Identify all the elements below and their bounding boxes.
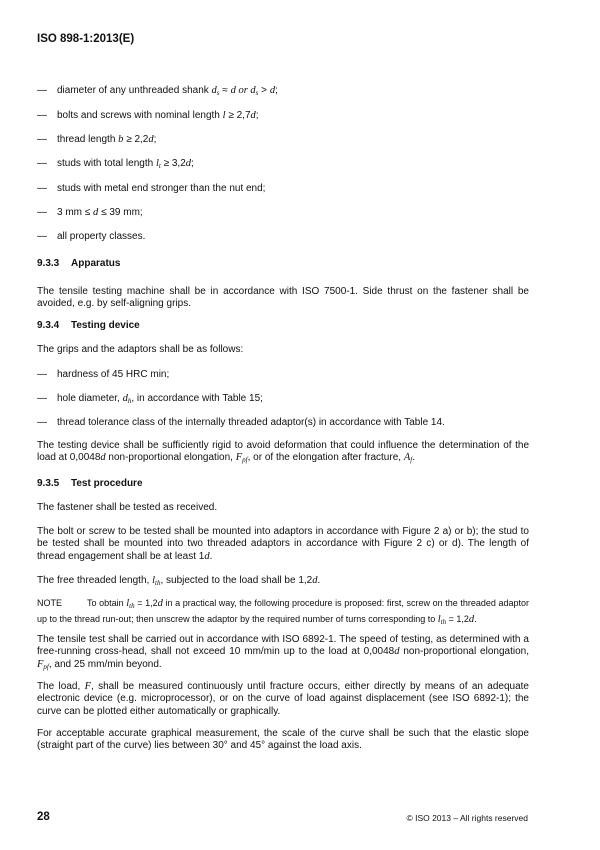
math-symbol: d bbox=[250, 110, 256, 121]
text-run: ≥ 2,7 bbox=[225, 110, 251, 121]
text-run: , in accordance with Table 15; bbox=[131, 393, 263, 404]
text-run: = 1,2 bbox=[134, 598, 158, 608]
text-run: ≥ 2,2 bbox=[123, 134, 149, 145]
math-symbol: d bbox=[100, 452, 106, 464]
text-run: non-proportional elongation, bbox=[105, 452, 236, 464]
text-run: in a practical way, the following procedure is proposed: first, screw on the threaded adaptor up to the thread run-out; then unscrew the adaptor by the required number of turns corresponding to bbox=[37, 598, 529, 624]
text-run: The tensile test shall be carried out in accordance with ISO 6892-1. The speed of testing, as determined with a free-running cross-head, shall not exceed 10 mm/min up to the load at 0,0048 bbox=[37, 634, 529, 658]
text-run: . bbox=[209, 550, 213, 562]
dash: — bbox=[37, 393, 47, 404]
text-run: ≈ bbox=[219, 85, 231, 96]
list-item-text bbox=[57, 393, 527, 407]
dash: — bbox=[37, 85, 47, 96]
paragraph bbox=[37, 575, 529, 589]
subscript: s bbox=[216, 89, 220, 97]
text-run: non-proportional elongation, bbox=[399, 646, 529, 658]
dash: — bbox=[37, 207, 47, 218]
math-symbol: d bbox=[269, 85, 276, 96]
text-run: , and 25 mm/min beyond. bbox=[48, 658, 162, 670]
text-run: > bbox=[258, 85, 270, 96]
text-run: . bbox=[317, 575, 321, 586]
text-run: thread length bbox=[57, 134, 119, 145]
paragraph bbox=[37, 502, 529, 514]
text-run: ≤ 39 mm; bbox=[98, 207, 143, 218]
text-run: ; bbox=[275, 85, 278, 96]
copyright: © ISO 2013 – All rights reserved bbox=[406, 813, 528, 823]
subscript: t bbox=[158, 162, 161, 170]
math-symbol: F bbox=[37, 658, 44, 670]
list-item-text bbox=[57, 158, 527, 172]
math-symbol: b bbox=[118, 134, 124, 145]
text-run: To obtain bbox=[87, 598, 127, 608]
section-title: Apparatus bbox=[71, 258, 121, 269]
document-header: ISO 898-1:2013(E) bbox=[37, 33, 135, 45]
text-run: hardness of 45 HRC min; bbox=[57, 369, 170, 380]
section-title: Test procedure bbox=[71, 478, 143, 489]
text-run: , subjected to the load shall be 1,2 bbox=[160, 575, 313, 586]
text-run: ; bbox=[153, 134, 157, 145]
list-item-text bbox=[57, 207, 527, 219]
section-heading-9-3-5 bbox=[37, 478, 529, 490]
note-text bbox=[37, 598, 529, 624]
text-run: , or of the elongation after fracture, bbox=[247, 452, 404, 464]
subscript: th bbox=[129, 602, 135, 610]
list-item-text bbox=[57, 85, 527, 99]
math-symbol: d bbox=[468, 613, 475, 625]
math-symbol: l bbox=[222, 110, 226, 121]
subscript: th bbox=[155, 579, 161, 587]
text-run: The load, bbox=[37, 681, 85, 692]
text-run: . bbox=[474, 613, 477, 624]
subscript: pf bbox=[43, 662, 49, 671]
dash: — bbox=[37, 417, 47, 428]
paragraph bbox=[37, 681, 529, 718]
subscript: th bbox=[440, 617, 447, 626]
math-symbol: d bbox=[93, 207, 99, 218]
page-number: 28 bbox=[37, 811, 50, 823]
text-run: ; bbox=[255, 110, 259, 121]
math-symbol: d or d bbox=[230, 85, 256, 96]
text-run: = 1,2 bbox=[446, 613, 469, 624]
list-item-text bbox=[57, 183, 527, 195]
section-number: 9.3.4 bbox=[37, 320, 60, 331]
paragraph bbox=[37, 526, 529, 563]
math-symbol: l bbox=[152, 575, 155, 586]
text-run: . bbox=[412, 452, 415, 464]
dash: — bbox=[37, 134, 47, 145]
list-item-text bbox=[57, 369, 527, 381]
dash: — bbox=[37, 231, 47, 242]
math-symbol: l bbox=[437, 613, 441, 625]
paragraph bbox=[37, 728, 529, 753]
paragraph: The grips and the adaptors shall be as follows: bbox=[37, 344, 244, 355]
list-item-text bbox=[57, 231, 527, 243]
text-run: thread tolerance class of the internally threaded adaptor(s) in accordance with Table 14. bbox=[57, 417, 445, 428]
math-symbol: d bbox=[157, 598, 163, 609]
subscript: f bbox=[410, 456, 413, 465]
text-run: bolts and screws with nominal length bbox=[57, 110, 223, 121]
list-item-text bbox=[57, 417, 527, 429]
text-run: studs with total length bbox=[57, 158, 156, 169]
text-run: studs with metal end stronger than the nut end; bbox=[57, 183, 266, 194]
list-item-text bbox=[57, 134, 527, 146]
paragraph bbox=[37, 634, 529, 673]
subscript: h bbox=[127, 397, 132, 405]
text-run: The free threaded length, bbox=[37, 575, 153, 586]
math-symbol: F bbox=[235, 452, 243, 464]
section-number: 9.3.5 bbox=[37, 478, 60, 489]
math-symbol: d bbox=[312, 575, 318, 586]
math-symbol: d bbox=[122, 393, 128, 404]
text-run: 3 mm ≤ bbox=[57, 207, 94, 218]
text-run: ; bbox=[191, 158, 194, 169]
text-run: The fastener shall be tested as received. bbox=[37, 502, 218, 513]
math-symbol: d bbox=[148, 134, 154, 145]
math-symbol: d bbox=[211, 85, 217, 96]
math-symbol: d bbox=[185, 158, 192, 169]
math-symbol: A bbox=[403, 452, 411, 464]
math-symbol: d bbox=[204, 550, 210, 562]
dash: — bbox=[37, 110, 47, 121]
paragraph bbox=[37, 440, 529, 467]
section-heading-9-3-4 bbox=[37, 320, 529, 332]
paragraph: The tensile testing machine shall be in accordance with ISO 7500-1. Side thrust on the fastener shall be avoided, e.g. by self-aligning grips. bbox=[37, 286, 529, 310]
math-symbol: F bbox=[84, 681, 91, 692]
text-run: For acceptable accurate graphical measurement, the scale of the curve shall be such that the elastic slope (straight part of the curve) lies between 30° and 45° against the load axis. bbox=[37, 728, 529, 752]
section-title: Testing device bbox=[71, 320, 140, 331]
list-item-text bbox=[57, 110, 527, 122]
math-symbol: l bbox=[126, 598, 130, 609]
text-run: ≥ 3,2 bbox=[160, 158, 186, 169]
text-run: , shall be measured continuously until fracture occurs, either directly by means of an adequate electronic device (e.g. microprocessor), or on the curve of load against displacement (see ISO 6892-1); the curve can be plotted either automatically or graphically. bbox=[37, 681, 529, 717]
note bbox=[37, 597, 529, 628]
section-number: 9.3.3 bbox=[37, 258, 60, 269]
subscript: pf bbox=[242, 456, 248, 465]
dash: — bbox=[37, 158, 47, 169]
text-run: The bolt or screw to be tested shall be mounted into adaptors in accordance with Figure 2 a) or b); the stud to be tested shall be mounted into two threaded adaptors in accordance with Figure 2 c) or d). The length of thread engagement shall be at least 1 bbox=[37, 526, 529, 562]
text-run: The testing device shall be sufficiently rigid to avoid deformation that could influence the determination of the load at 0,0048 bbox=[37, 440, 529, 464]
math-symbol: l bbox=[155, 158, 159, 169]
note-label: NOTE bbox=[37, 598, 63, 608]
dash: — bbox=[37, 369, 47, 380]
text-run: diameter of any unthreaded shank bbox=[57, 85, 212, 96]
text-run: all property classes. bbox=[57, 231, 146, 242]
subscript: s bbox=[255, 89, 259, 97]
math-symbol: d bbox=[394, 646, 400, 658]
dash: — bbox=[37, 183, 47, 194]
section-heading-9-3-3 bbox=[37, 258, 529, 270]
text-run: hole diameter, bbox=[57, 393, 123, 404]
